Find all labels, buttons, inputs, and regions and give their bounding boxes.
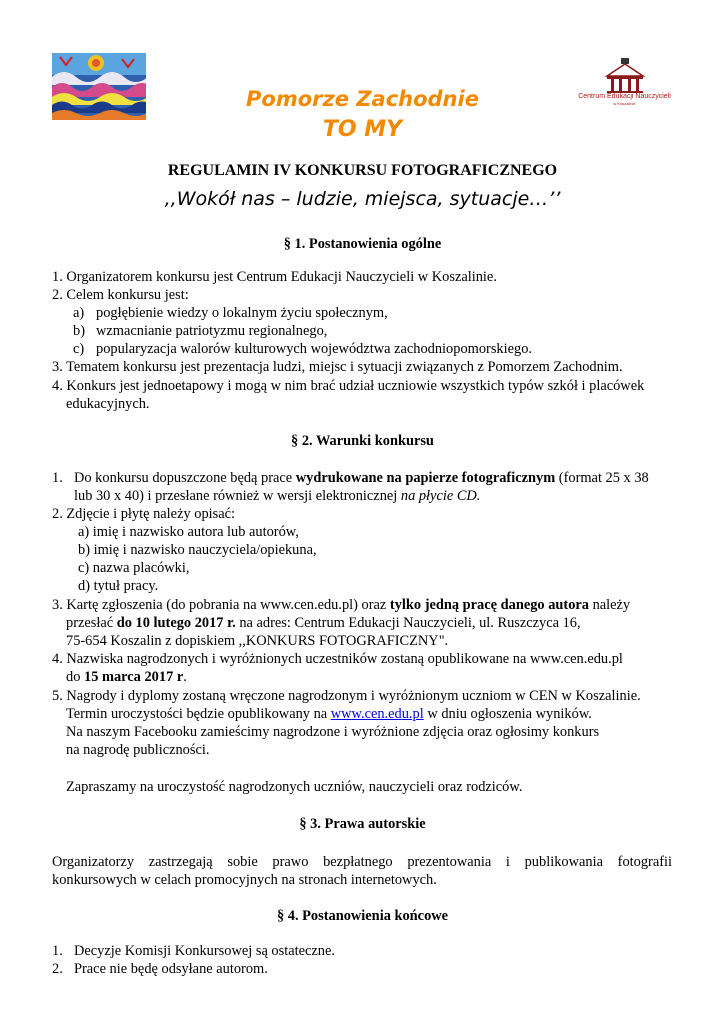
cen-logo-subtext: w Koszalinie (613, 101, 636, 106)
document-heading: REGULAMIN IV KONKURSU FOTOGRAFICZNEGO (167, 162, 558, 179)
s1-item2b: wzmacnianie patriotyzmu regionalnego, (96, 323, 328, 339)
title-to-my: TO MY (322, 117, 403, 142)
s2-item5-line1: 5. Nagrody i dyplomy zostaną wręczone nagrodzonym i wyróżnionym uczniom w CEN w Koszalinie. (52, 688, 641, 704)
document-subtitle: ,,Wokół nas – ludzie, miejsca, sytuacje…’’ (164, 188, 561, 210)
s2-item3-line2: przesłać do 10 lutego 2017 r. na adres: Centrum Edukacji Nauczycieli, ul. Ruszczyca 16, (66, 615, 581, 631)
s2-item4-line1: 4. Nazwiska nagrodzonych i wyróżnionych uczestników zostaną opublikowane na www.cen.edu.pl (52, 651, 623, 667)
s1-item4-line2: edukacyjnych. (66, 396, 150, 412)
s2-item4-line2: do 15 marca 2017 r. (66, 669, 187, 685)
s4-item2-number: 2. (52, 961, 63, 977)
s2-item1-line1: Do konkursu dopuszczone będą prace wydrukowane na papierze fotograficznym (format 25 x 38 (74, 470, 649, 486)
s1-item2c: popularyzacja walorów kulturowych województwa zachodniopomorskiego. (96, 341, 532, 357)
title-pomorze-zachodnie: Pomorze Zachodnie (246, 87, 479, 111)
s1-item1: 1. Organizatorem konkursu jest Centrum Edukacji Nauczycieli w Koszalinie. (52, 269, 497, 285)
s4-item1-number: 1. (52, 943, 63, 959)
section1-title: § 1. Postanowienia ogólne (283, 236, 442, 252)
s2-item1-line2: lub 30 x 40) i przesłane również w wersji elektronicznej na płycie CD. (74, 488, 481, 504)
section4-title: § 4. Postanowienia końcowe (276, 908, 449, 924)
section3-title: § 3. Prawa autorskie (299, 816, 426, 832)
s4-item1: Decyzje Komisji Konkursowej są ostateczne. (74, 943, 335, 959)
s2-item1-number: 1. (52, 470, 63, 486)
s1-item2c-marker: c) (73, 341, 85, 357)
s2-item5-line2: Termin uroczystości będzie opublikowany na www.cen.edu.pl w dniu ogłoszenia wyników. (66, 706, 592, 722)
s3-line2: konkursowych w celach promocyjnych na stronach internetowych. (52, 872, 437, 888)
s2-item2b: b) imię i nazwisko nauczyciela/opiekuna, (78, 542, 317, 558)
cen-website-link[interactable]: www.cen.edu.pl (330, 706, 424, 722)
s2-item2d: d) tytuł pracy. (78, 578, 159, 594)
s1-item2: 2. Celem konkursu jest: (52, 287, 189, 303)
s2-item3-line3: 75-654 Koszalin z dopiskiem ,,KONKURS FOTOGRAFICZNY". (66, 633, 449, 649)
s2-invitation: Zapraszamy na uroczystość nagrodzonych uczniów, nauczycieli oraz rodziców. (66, 779, 523, 795)
s2-item2a: a) imię i nazwisko autora lub autorów, (78, 524, 299, 540)
s3-line1: Organizatorzy zastrzegają sobie prawo bezpłatnego prezentowania i publikowania fotografii (52, 854, 672, 870)
s2-item3-line1: 3. Kartę zgłoszenia (do pobrania na www.cen.edu.pl) oraz tylko jedną pracę danego autora należy (52, 597, 631, 613)
section2-title: § 2. Warunki konkursu (291, 433, 434, 449)
s2-item2c: c) nazwa placówki, (78, 560, 190, 576)
s4-item2: Prace nie będę odsyłane autorom. (74, 961, 268, 977)
s1-item3: 3. Tematem konkursu jest prezentacja ludzi, miejsc i sytuacji związanych z Pomorzem Zachodnim. (52, 359, 623, 375)
s2-item5-line3: Na naszym Facebooku zamieścimy nagrodzone i wyróżnione zdjęcia oraz ogłosimy konkurs (66, 724, 600, 740)
s1-item2a-marker: a) (73, 305, 85, 321)
s1-item4-line1: 4. Konkurs jest jednoetapowy i mogą w nim brać udział uczniowie wszystkich typów szkół i placówek (52, 378, 645, 394)
s1-item2a: pogłębienie wiedzy o lokalnym życiu społecznym, (96, 305, 388, 321)
cen-logo-text: Centrum Edukacji Nauczycieli (578, 93, 671, 100)
s1-item2b-marker: b) (73, 323, 85, 339)
s2-item2: 2. Zdjęcie i płytę należy opisać: (52, 506, 236, 522)
s2-item5-line4: na nagrodę publiczności. (66, 742, 210, 758)
